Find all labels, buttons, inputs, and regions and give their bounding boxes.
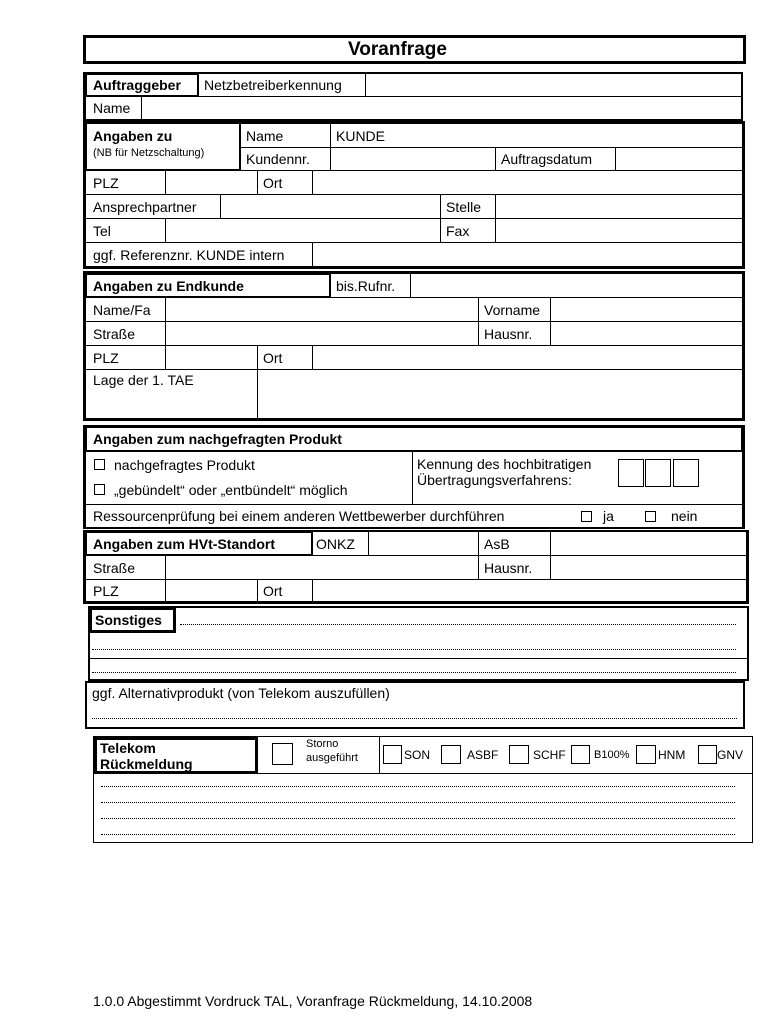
auftragsdatum-label: Auftragsdatum: [495, 147, 616, 171]
kennung-box-1[interactable]: [618, 459, 644, 487]
referenz-label: ggf. Referenznr. KUNDE intern: [85, 242, 313, 267]
endkunde-strasse-label: Straße: [85, 321, 166, 346]
asb-field[interactable]: [550, 531, 747, 556]
netzbetreiberkennung-field[interactable]: [365, 73, 742, 97]
rueckmeldung-heading-line2: Rückmeldung: [100, 755, 193, 772]
fax-field[interactable]: [495, 218, 743, 243]
endkunde-plz-field[interactable]: [165, 345, 258, 370]
hvt-strasse-label: Straße: [85, 555, 166, 580]
vorname-label: Vorname: [478, 297, 551, 322]
fax-label: Fax: [440, 218, 496, 243]
angaben-nb-heading: [85, 122, 241, 171]
rueckmeldung-fill-line-4[interactable]: [101, 834, 735, 835]
sonstiges-section: [88, 606, 749, 681]
nb-name-label: Name: [240, 123, 331, 148]
sonstiges-heading: Sonstiges: [89, 607, 176, 633]
rueckmeldung-heading-line1: Telekom: [100, 739, 156, 756]
hvt-plz-field[interactable]: [165, 579, 258, 602]
produkt-heading: Angaben zum nachgefragten Produkt: [85, 426, 743, 452]
son-checkbox[interactable]: [383, 745, 402, 764]
onkz-field[interactable]: [368, 531, 479, 556]
storno-divider: [379, 737, 380, 774]
alternativ-fill-line[interactable]: [92, 718, 737, 719]
referenz-field[interactable]: [312, 242, 743, 267]
asbf-label: ASBF: [467, 748, 499, 762]
stelle-label: Stelle: [440, 194, 496, 219]
gnv-checkbox[interactable]: [698, 745, 717, 764]
asbf-checkbox[interactable]: [441, 745, 461, 764]
ansprechpartner-field[interactable]: [220, 194, 441, 219]
storno-label-line1: Storno: [306, 738, 339, 750]
kennung-box-2[interactable]: [645, 459, 671, 487]
lage-tae-label: Lage der 1. TAE: [85, 369, 258, 419]
sonstiges-fill-line-3[interactable]: [92, 672, 736, 673]
hvt-strasse-field[interactable]: [165, 555, 479, 580]
gnv-label: GNV: [717, 748, 744, 762]
hvt-hausnr-field[interactable]: [550, 555, 747, 580]
endkunde-plz-label: PLZ: [85, 345, 166, 370]
page-title: Voranfrage: [348, 38, 447, 60]
nb-plz-label: PLZ: [85, 170, 166, 195]
alternativ-label: ggf. Alternativprodukt (von Telekom auszufüllen): [92, 685, 390, 701]
auftragsdatum-field[interactable]: [615, 147, 743, 171]
sonstiges-divider: [88, 658, 749, 659]
b100-checkbox[interactable]: [571, 745, 590, 764]
gebuendelt-checkbox[interactable]: [94, 484, 105, 495]
stelle-field[interactable]: [495, 194, 743, 219]
hvt-ort-label: Ort: [257, 579, 313, 602]
schf-checkbox-before[interactable]: [509, 745, 529, 764]
auftraggeber-name-field[interactable]: [141, 96, 742, 120]
tel-label: Tel: [85, 218, 166, 243]
onkz-label: ONKZ: [312, 531, 369, 556]
hnm-checkbox[interactable]: [636, 745, 656, 764]
hvt-ort-field[interactable]: [312, 579, 747, 602]
endkunde-name-field[interactable]: [165, 297, 479, 322]
hvt-plz-label: PLZ: [85, 579, 166, 602]
nb-plz-field[interactable]: [165, 170, 258, 195]
endkunde-name-label: Name/Fa: [85, 297, 166, 322]
rueckmeldung-fill-line-3[interactable]: [101, 818, 735, 819]
vorname-field[interactable]: [550, 297, 743, 322]
nachgefragtes-produkt-checkbox[interactable]: [94, 459, 105, 470]
auftraggeber-name-label: Name: [85, 96, 142, 120]
kennung-box-3[interactable]: [673, 459, 699, 487]
endkunde-ort-field[interactable]: [312, 345, 743, 370]
angaben-nb-subtitle: (NB für Netzschaltung): [93, 147, 205, 159]
kundennr-field[interactable]: [330, 147, 496, 171]
schf-label: SCHF: [533, 748, 566, 762]
hvt-hausnr-label: Hausnr.: [478, 555, 551, 580]
endkunde-heading: Angaben zu Endkunde: [85, 273, 331, 298]
ressourcen-ja-label: ja: [603, 508, 614, 524]
title-box: [83, 35, 746, 64]
endkunde-hausnr-label: Hausnr.: [478, 321, 551, 346]
asb-label: AsB: [478, 531, 551, 556]
footer-text: 1.0.0 Abgestimmt Vordruck TAL, Voranfrage Rückmeldung, 14.10.2008: [93, 993, 533, 1009]
rueckmeldung-fill-line-1[interactable]: [101, 786, 735, 787]
nb-ort-field[interactable]: [312, 170, 743, 195]
nachgefragtes-produkt-label: nachgefragtes Produkt: [114, 457, 255, 473]
nb-ort-label: Ort: [257, 170, 313, 195]
rueckmeldung-fill-line-2[interactable]: [101, 802, 735, 803]
netzbetreiberkennung-label: Netzbetreiberkennung: [198, 73, 366, 97]
kundennr-label: Kundennr.: [240, 147, 331, 171]
rueckmeldung-heading: [94, 737, 258, 774]
tel-field[interactable]: [165, 218, 441, 243]
auftraggeber-heading: Auftraggeber: [85, 73, 199, 97]
ressourcen-nein-checkbox[interactable]: [645, 511, 656, 522]
son-label: SON: [404, 748, 431, 762]
sonstiges-fill-line-2[interactable]: [92, 649, 736, 650]
nb-name-field[interactable]: KUNDE: [330, 123, 743, 148]
angaben-nb-title: Angaben zu: [93, 128, 173, 144]
endkunde-strasse-field[interactable]: [165, 321, 479, 346]
endkunde-hausnr-field[interactable]: [550, 321, 743, 346]
lage-tae-field[interactable]: [257, 369, 743, 419]
storno-label-line2: ausgeführt: [306, 752, 358, 764]
kennung-label-line1: Kennung des hochbitratigen: [417, 456, 592, 472]
sonstiges-fill-line-1[interactable]: [180, 624, 736, 625]
gebuendelt-label: „gebündelt“ oder „entbündelt“ möglich: [114, 482, 348, 498]
ansprechpartner-label: Ansprechpartner: [85, 194, 221, 219]
rufnr-label: bis.Rufnr.: [330, 273, 411, 298]
b100-label: B100%: [594, 749, 630, 761]
rufnr-field[interactable]: [410, 273, 743, 298]
ressourcen-nein-label: nein: [671, 508, 698, 524]
storno-checkbox[interactable]: [272, 743, 293, 765]
rueckmeldung-row-divider: [258, 773, 752, 774]
hnm-label: HNM: [658, 748, 686, 762]
ressourcen-label: Ressourcenprüfung bei einem anderen Wettbewerber durchführen: [85, 504, 743, 528]
hvt-heading: Angaben zum HVt-Standort: [85, 531, 313, 556]
kennung-label-line2: Übertragungsverfahrens:: [417, 472, 572, 488]
ressourcen-ja-checkbox[interactable]: [581, 511, 592, 522]
endkunde-ort-label: Ort: [257, 345, 313, 370]
